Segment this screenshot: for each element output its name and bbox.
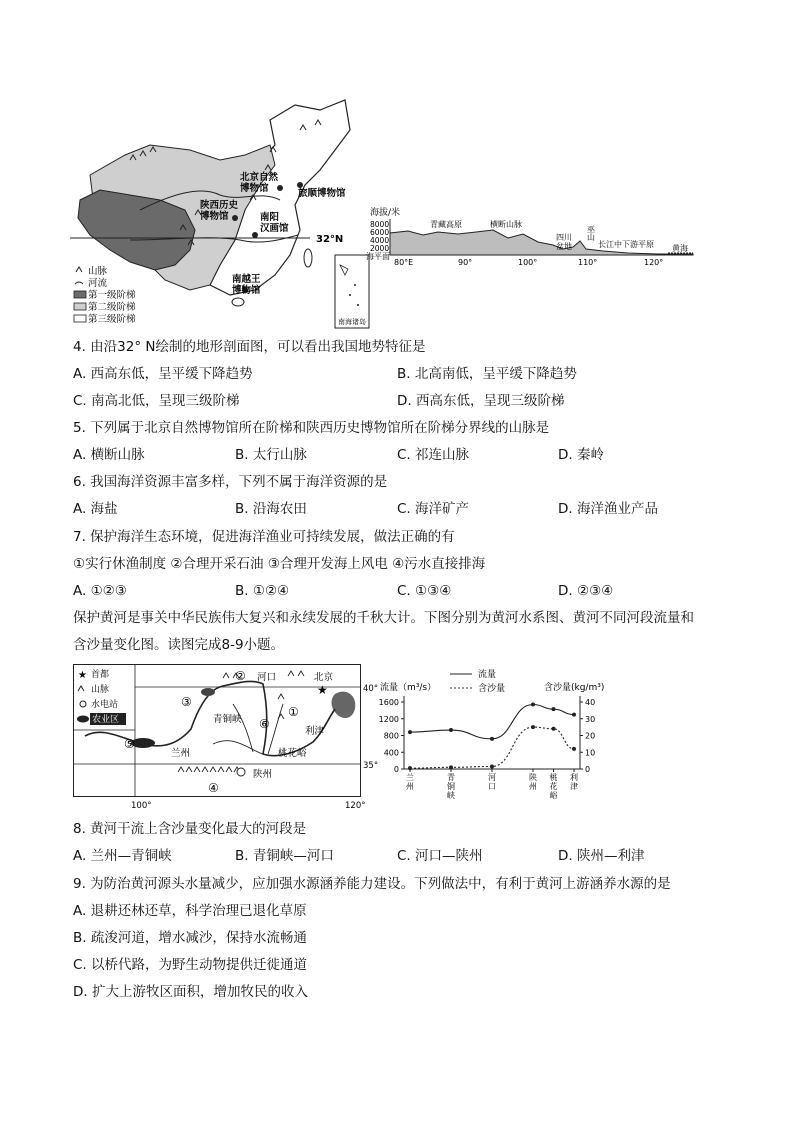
terrain-profile-32n: [368, 205, 696, 270]
svg-text:山脉: 山脉: [91, 685, 110, 695]
svg-text:②: ②: [235, 669, 246, 683]
svg-text:8000: 8000: [370, 220, 390, 229]
x-category-label: 兰州: [406, 773, 414, 791]
svg-text:横断山脉: 横断山脉: [490, 220, 522, 229]
svg-text:第二级阶梯: 第二级阶梯: [88, 302, 136, 313]
question-6-stem: 6. 我国海洋资源丰富多样，下列不属于海洋资源的是: [73, 474, 388, 490]
sediment-point: [552, 727, 556, 731]
legend-flow: 流量: [478, 670, 497, 680]
y-left-tick-label: 1200: [378, 714, 399, 724]
svg-text:40°: 40°: [363, 684, 379, 694]
q6-option-a[interactable]: A. 海盐: [73, 501, 118, 517]
q9-option-c[interactable]: C. 以桥代路，为野生动物提供迁徙通道: [73, 957, 308, 973]
sea-level-label: 海平面: [366, 252, 390, 261]
svg-text:四川: 四川: [556, 233, 572, 242]
question-8-stem: 8. 黄河干流上含沙量变化最大的河段是: [73, 821, 307, 837]
svg-text:陕西历史 博物馆: 陕西历史 博物馆: [200, 200, 239, 222]
hekou-label: 河口: [257, 672, 277, 683]
profile-yaxis-title: 海拔/米: [370, 208, 401, 218]
q5-option-b[interactable]: B. 太行山脉: [235, 447, 307, 463]
svg-text:①: ①: [288, 705, 299, 719]
q4-option-a[interactable]: A. 西高东低，呈平缓下降趋势: [73, 366, 253, 382]
capital-star: ★: [317, 683, 328, 697]
svg-text:4000: 4000: [370, 236, 390, 245]
q5-option-a[interactable]: A. 横断山脉: [73, 447, 145, 463]
ylabel-right: 含沙量(kg/m³): [544, 683, 605, 693]
svg-text:黄海: 黄海: [672, 244, 688, 253]
svg-text:2000: 2000: [370, 244, 390, 253]
q8-option-c[interactable]: C. 河口—陕州: [397, 848, 483, 864]
y-right-tick-label: 10: [585, 748, 596, 758]
sediment-point: [531, 725, 535, 729]
flow-line: [410, 705, 574, 739]
question-4-stem: 4. 由沿32° N绘制的地形剖面图，可以看出我国地势特征是: [73, 339, 426, 355]
ylabel-left: 流量（m³/s）: [380, 683, 437, 693]
y-left-tick-label: 1600: [378, 698, 399, 707]
y-right-tick-label: 20: [585, 731, 596, 741]
svg-text:④: ④: [208, 781, 219, 795]
flow-point: [531, 703, 535, 707]
svg-text:山: 山: [587, 233, 595, 242]
svg-text:100°: 100°: [518, 258, 538, 267]
question-5-stem: 5. 下列属于北京自然博物馆所在阶梯和陕西历史博物馆所在阶梯分界线的山脉是: [73, 420, 550, 436]
q4-option-b[interactable]: B. 北高南低，呈平缓下降趋势: [397, 366, 577, 382]
lvshun-museum-label: 旅顺博物馆: [298, 188, 346, 199]
intro-line-2: 含沙量变化图。读图完成8-9小题。: [73, 637, 285, 653]
svg-text:120°: 120°: [644, 258, 664, 267]
q7-option-c[interactable]: C. ①③④: [397, 583, 452, 599]
taohuayu-label: 桃花峪: [278, 748, 307, 759]
svg-text:★: ★: [78, 670, 87, 681]
y-right-tick-label: 0: [585, 765, 591, 774]
q9-option-a[interactable]: A. 退耕还林还草，科学治理已退化草原: [73, 903, 307, 919]
svg-text:南阳 汉画馆: 南阳 汉画馆: [260, 212, 289, 234]
q8-option-b[interactable]: B. 青铜峡—河口: [235, 848, 334, 864]
svg-text:第一级阶梯: 第一级阶梯: [88, 290, 136, 301]
svg-text:第三级阶梯: 第三级阶梯: [88, 314, 136, 325]
svg-text:35°: 35°: [363, 761, 379, 771]
sediment-point: [572, 747, 576, 751]
yellow-river-map: [73, 664, 379, 814]
y-left-tick-label: 800: [383, 731, 399, 741]
svg-text:巫: 巫: [587, 225, 595, 234]
y-right-tick-label: 40: [585, 698, 596, 707]
q6-option-d[interactable]: D. 海洋渔业产品: [558, 501, 658, 517]
svg-text:水电站: 水电站: [91, 700, 119, 710]
flow-point: [552, 707, 556, 711]
svg-text:南越王 博物馆: 南越王 博物馆: [232, 274, 261, 296]
svg-text:长江中下游平原: 长江中下游平原: [598, 240, 654, 249]
svg-text:首都: 首都: [91, 670, 110, 680]
flow-sediment-chart: [372, 664, 712, 814]
x-category-label: 河口: [488, 773, 496, 791]
x-category-label: 陕州: [529, 773, 537, 791]
q9-option-b[interactable]: B. 疏浚河道，增水减沙，保持水流畅通: [73, 930, 307, 946]
beijing-museum-label: 北京自然: [240, 172, 279, 183]
q7-option-b[interactable]: B. ①②④: [235, 583, 290, 599]
question-7-statements: ①实行休渔制度 ②合理开采石油 ③合理开发海上风电 ④污水直接排海: [73, 556, 486, 572]
svg-text:盆地: 盆地: [556, 242, 572, 251]
nanyang-museum-label: 南阳: [260, 212, 280, 223]
flow-point: [449, 728, 453, 732]
svg-text:农业区: 农业区: [92, 715, 120, 725]
svg-text:110°: 110°: [578, 258, 598, 267]
qingtongxia-label: 青铜峡: [213, 714, 242, 725]
latitude-label: 32°N: [316, 234, 344, 245]
q8-option-a[interactable]: A. 兰州—青铜峡: [73, 848, 172, 864]
sediment-point: [408, 766, 412, 770]
x-category-label: 青铜峡: [447, 773, 455, 800]
y-right-tick-label: 30: [585, 714, 596, 724]
svg-text:100°: 100°: [131, 801, 152, 811]
svg-text:120°: 120°: [345, 801, 366, 811]
svg-text:山脉: 山脉: [88, 266, 108, 277]
svg-text:③: ③: [181, 695, 192, 709]
china-terrain-map: [70, 90, 370, 330]
svg-text:6000: 6000: [370, 228, 390, 237]
question-7-stem: 7. 保护海洋生态环境，促进海洋渔业可持续发展，做法正确的有: [73, 529, 455, 545]
x-category-label: 桃花峪: [549, 773, 558, 800]
y-left-tick-label: 400: [383, 748, 399, 758]
intro-line-1: 保护黄河是事关中华民族伟大复兴和永续发展的千秋大计。下图分别为黄河水系图、黄河不同河段流量和: [73, 610, 694, 626]
svg-text:青藏高原: 青藏高原: [430, 220, 462, 229]
q4-option-d[interactable]: D. 西高东低，呈现三级阶梯: [397, 393, 565, 409]
nanyue-museum-label: 南越王: [232, 274, 261, 285]
q5-option-c[interactable]: C. 祁连山脉: [397, 447, 470, 463]
q7-option-d[interactable]: D. ②③④: [558, 583, 614, 599]
flow-point: [572, 713, 576, 717]
legend-sediment: 含沙量: [478, 684, 506, 694]
flow-point: [408, 730, 412, 734]
y-left-tick-label: 0: [393, 765, 399, 774]
x-category-label: 利津: [570, 773, 578, 791]
question-9-stem: 9. 为防治黄河源头水量减少，应加强水源涵养能力建设。下列做法中，有利于黄河上游涵养水源的是: [73, 876, 671, 892]
inset-label: 南海诸岛: [338, 318, 366, 326]
q6-option-b[interactable]: B. 沿海农田: [235, 501, 307, 517]
svg-text:北京自然 博物馆: 北京自然 博物馆: [240, 172, 279, 194]
shanzhou-label: 陕州: [253, 769, 273, 780]
map1-legend: [74, 265, 136, 325]
sediment-point: [449, 765, 453, 769]
flow-point: [490, 737, 494, 741]
svg-text:河流: 河流: [88, 278, 108, 289]
south-china-sea-inset: [335, 255, 369, 328]
lanzhou-label: 兰州: [171, 748, 191, 759]
sediment-point: [490, 764, 494, 768]
lijin-label: 利津: [305, 726, 325, 737]
q4-option-c[interactable]: C. 南高北低，呈现三级阶梯: [73, 393, 240, 409]
q5-option-d[interactable]: D. 秦岭: [558, 447, 604, 463]
svg-text:90°: 90°: [458, 258, 473, 267]
q9-option-d[interactable]: D. 扩大上游牧区面积，增加牧民的收入: [73, 984, 308, 1000]
q7-option-a[interactable]: A. ①②③: [73, 583, 127, 599]
q8-option-d[interactable]: D. 陕州—利津: [558, 848, 645, 864]
shaanxi-museum-label: 陕西历史: [200, 200, 239, 211]
sediment-line: [410, 727, 574, 768]
svg-text:80°E: 80°E: [394, 258, 414, 267]
beijing-label: 北京: [314, 672, 334, 683]
q6-option-c[interactable]: C. 海洋矿产: [397, 501, 470, 517]
svg-text:⑤: ⑤: [124, 737, 135, 751]
svg-text:⑥: ⑥: [259, 717, 270, 731]
